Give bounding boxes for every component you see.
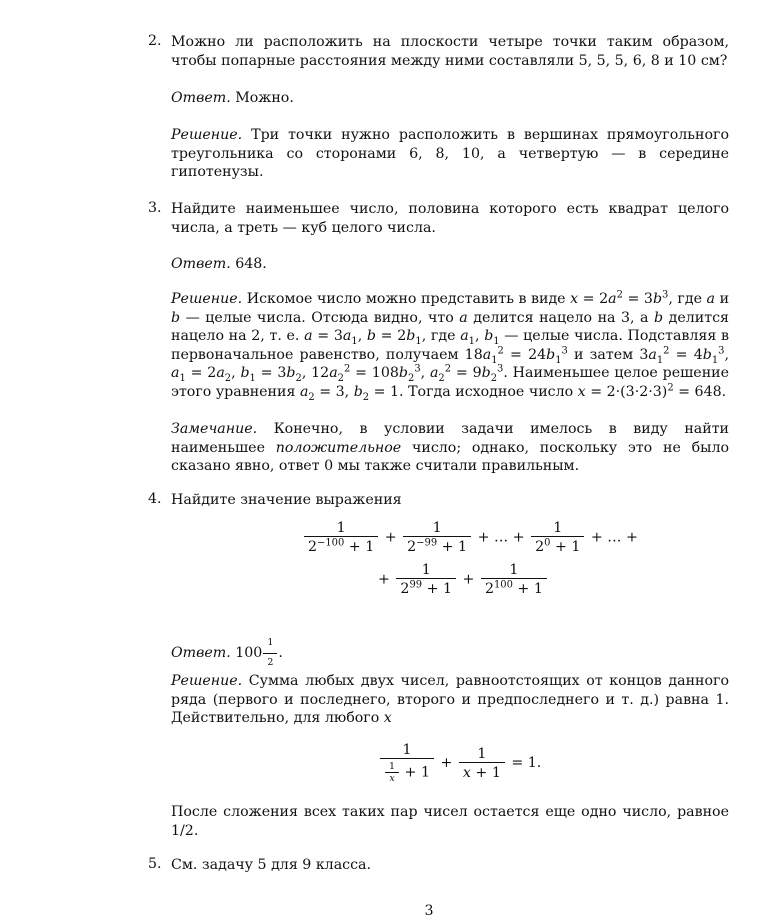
- remark-text: число; однако, поскольку это не было сказано явно, ответ 0 мы также считали правильным.: [171, 439, 730, 475]
- solution-text: Тогда исходное число: [408, 383, 574, 400]
- problem-5-number: 5.: [148, 856, 162, 872]
- solution-text: Наименьшее целое решение этого уравнения: [171, 365, 729, 400]
- solution-text: Искомое число можно представить в виде: [246, 291, 566, 307]
- problem-3-question: Найдите наименьшее число, половина которого есть квадрат целого числа, а треть — куб целого числа.: [171, 201, 729, 236]
- problem-4-question: Найдите значение выражения: [171, 492, 402, 508]
- solution-text: Три точки нужно расположить в вершинах прямоугольного треугольника со сторонами 6, 8, 10, а четвертую — в середине гипотенузы.: [171, 127, 729, 181]
- answer-text: 648.: [235, 256, 267, 272]
- solution-label: Решение.: [171, 127, 243, 143]
- answer-text: 100: [235, 645, 263, 662]
- solution-label: Решение.: [171, 673, 243, 689]
- formula-line-1: $\frac{1}{2^{-100} + 1}$ + $\frac{1}{2^{-99} + 1}$ + … + $\frac{1}{2^0 + 1}$ + … +: [302, 520, 638, 555]
- solution-text: и затем: [574, 346, 634, 363]
- problem-2-solution: [171, 126, 729, 182]
- formula-line-2: + $\frac{1}{2^{99} + 1}$ + $\frac{1}{2^{100} + 1}$: [378, 562, 549, 597]
- solution-text: и: [719, 291, 730, 307]
- answer-label: Ответ.: [171, 645, 231, 662]
- problem-5-question: См. задачу 5 для 9 класса.: [171, 857, 372, 873]
- solution-text: делится нацело на 3, а: [473, 309, 649, 326]
- answer-label: Ответ.: [171, 256, 231, 272]
- formula-identity: 1 $\frac{1}{x}$ + 1 + $\frac{1}{x + 1}$ = 1.: [378, 742, 541, 784]
- solution-text: делится нацело на 2, т. е.: [171, 309, 730, 345]
- solution-label: Решение.: [171, 291, 243, 307]
- problem-4-answer: Ответ. 100 $\frac{1}{2}$ .: [171, 634, 729, 672]
- problem-3-answer: [171, 255, 729, 274]
- solution-text: где: [677, 291, 702, 307]
- problem-3-solution: Решение. Искомое число можно представить в виде $x = 2a^2 = 3b^3$, где a и b — целые числа. Отсюда видно, что a делится нацело на 3, а b делится нацело на 2, т. е. $a = 3a_1$, $b = 2b_1$, где $a_1$, $b_1$ — целые числа. Подставляя в первоначальное равенство, получаем $18a_1^2 = 24b_1^3$ и затем $3a_1^2 = 4b_1^3$, $a_1 = 2a_2$, $b_1 = 3b_2$, $12a_2^2 = 108b_2^3$, $a_2^2 = 9b_2^3$. Наименьшее целое решение этого уравнения $a_2 = 3$, $b_2 = 1$. Тогда исходное число $x = 2\cdot(3\cdot 2\cdot 3)^2 = 648$.: [171, 289, 730, 403]
- answer-label: Ответ.: [171, 90, 231, 106]
- problem-4-conclusion: После сложения всех таких пар чисел остается еще одно число, равное 1/2.: [171, 804, 729, 839]
- problem-3-number: 3.: [148, 200, 162, 216]
- problem-4-number: 4.: [148, 491, 162, 507]
- solution-text: — целые числа. Отсюда видно, что: [185, 309, 454, 326]
- solution-text: — целые числа. Подставляя в первоначальное равенство, получаем: [171, 328, 729, 363]
- problem-4-solution: Решение. Сумма любых двух чисел, равноотстоящих от концов данного ряда (первого и последнего, второго и предпоследнего и т. д.) равна 1. Действительно, для любого x: [171, 673, 729, 727]
- problem-2-answer: [171, 89, 729, 108]
- remark-emphasis: положительное: [275, 439, 402, 456]
- solution-text: где: [430, 328, 456, 345]
- problem-3-remark: [171, 420, 729, 476]
- remark-text: Конечно, в условии задачи имелось в виду найти наименьшее: [171, 421, 729, 456]
- answer-text: Можно.: [235, 90, 294, 106]
- page-number: 3: [424, 903, 434, 919]
- problem-2-question: Можно ли расположить на плоскости четыре точки таким образом, чтобы попарные расстояния между ними составляли 5, 5, 5, 6, 8 и 10 см?: [171, 34, 729, 69]
- problem-2-number: 2.: [148, 33, 162, 49]
- solution-text: Сумма любых двух чисел, равноотстоящих от концов данного ряда (первого и последнего, второго и предпоследнего и т. д.) равна 1. Действительно, для любого: [171, 673, 729, 727]
- remark-label: Замечание.: [171, 421, 258, 437]
